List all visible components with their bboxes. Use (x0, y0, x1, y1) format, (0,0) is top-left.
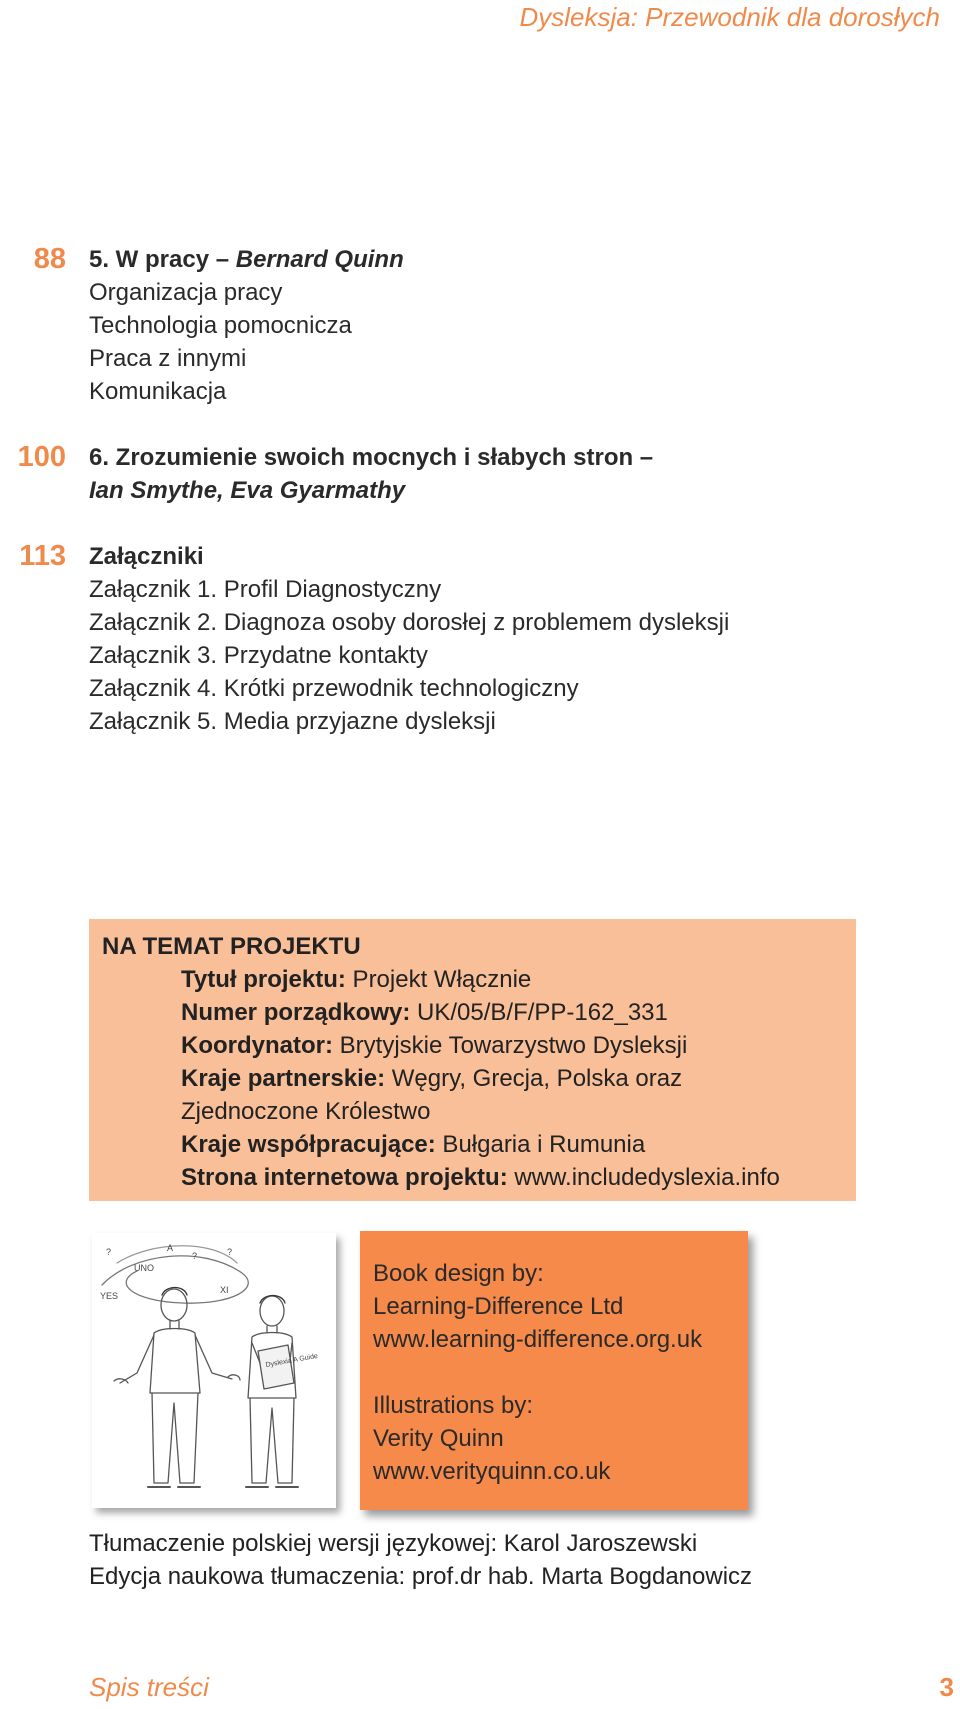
project-partners-row: Kraje partnerskie: Węgry, Grecja, Polska oraz (181, 1065, 683, 1092)
illustrations-name: Verity Quinn (373, 1425, 504, 1452)
credits-box (360, 1231, 748, 1510)
project-cooperating-row: Kraje współpracujące: Bułgaria i Rumunia (181, 1131, 646, 1158)
illustration-label: ? (192, 1251, 198, 1261)
toc-page-number: 100 (17, 441, 66, 473)
translation-credits (89, 1527, 752, 1593)
illustration (92, 1233, 336, 1508)
illustration-label: UNO (134, 1263, 154, 1273)
toc-subitem: Praca z innymi (89, 345, 247, 372)
translator-line: Tłumaczenie polskiej wersji językowej: Karol Jaroszewski (89, 1530, 698, 1557)
toc-subitem: Technologia pomocnicza (89, 312, 352, 339)
toc-chapter-title: 5. W pracy – Bernard Quinn (89, 246, 404, 273)
toc-subitem: Załącznik 5. Media przyjazne dysleksji (89, 708, 496, 735)
toc-subitem: Załącznik 3. Przydatne kontakty (89, 642, 428, 669)
toc-chapter-title: 6. Zrozumienie swoich mocnych i słabych stron – (89, 444, 654, 471)
illustration-label: ? (106, 1247, 112, 1257)
project-heading: NA TEMAT PROJEKTU (102, 933, 361, 960)
design-name: Learning-Difference Ltd (373, 1293, 624, 1320)
project-coordinator-row: Koordynator: Brytyjskie Towarzystwo Dysleksji (181, 1032, 688, 1059)
toc-page-number: 113 (19, 540, 66, 572)
illustration-label: XI (220, 1285, 229, 1295)
project-number-row: Numer porządkowy: UK/05/B/F/PP-162_331 (181, 999, 668, 1026)
toc-subitem: Załącznik 2. Diagnoza osoby dorosłej z problemem dysleksji (89, 609, 730, 636)
design-url[interactable]: www.learning-difference.org.uk (373, 1326, 703, 1353)
scientific-editor-line: Edycja naukowa tłumaczenia: prof.dr hab. Marta Bogdanowicz (89, 1563, 753, 1590)
design-label: Book design by: (373, 1260, 544, 1287)
project-title-row: Tytuł projektu: Projekt Włącznie (181, 966, 532, 993)
illustration-drawing (92, 1233, 336, 1508)
footer-section-title: Spis treści (89, 1672, 209, 1702)
project-info-box (89, 919, 856, 1201)
illustration-label: YES (100, 1291, 119, 1301)
toc-subitem: Komunikacja (89, 378, 227, 405)
project-partners-cont: Zjednoczone Królestwo (181, 1098, 431, 1125)
toc-subitem: Organizacja pracy (89, 279, 283, 306)
toc-subitem: Załącznik 4. Krótki przewodnik technologiczny (89, 675, 579, 702)
illustration-label: A (167, 1243, 174, 1253)
illustrations-label: Illustrations by: (373, 1392, 534, 1419)
project-fields (181, 963, 780, 1194)
running-header: Dysleksja: Przewodnik dla dorosłych (519, 2, 940, 32)
credits-spacer (373, 1356, 702, 1389)
footer-page-number: 3 (939, 1672, 954, 1702)
toc-page-number: 88 (33, 243, 66, 275)
illustrations-url[interactable]: www.verityquinn.co.uk (373, 1458, 611, 1485)
illustration-label: ? (227, 1247, 233, 1257)
book-cover-label: Dyslexia A Guide (265, 1352, 319, 1369)
toc-chapter-title: Załączniki (89, 543, 204, 570)
project-website-row: Strona internetowa projektu: www.includedyslexia.info (181, 1164, 780, 1191)
toc-chapter-author: Ian Smythe, Eva Gyarmathy (89, 477, 406, 504)
toc-subitem: Załącznik 1. Profil Diagnostyczny (89, 576, 442, 603)
toc-chapter-author: Bernard Quinn (235, 246, 404, 273)
